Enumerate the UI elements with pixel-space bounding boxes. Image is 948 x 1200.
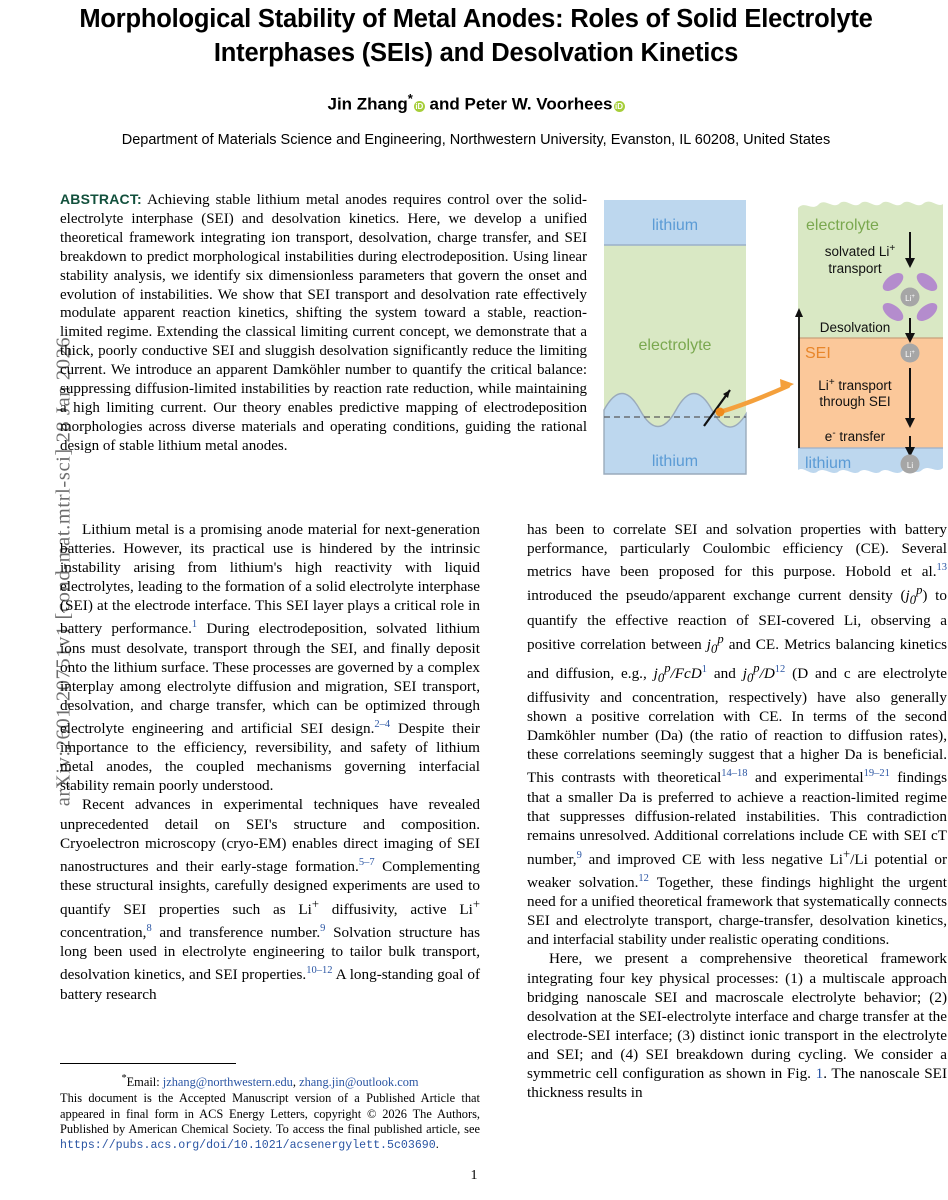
paragraph-2-text-b: Complementing these structural insights, carefully designed experiments are used to quantify SEI properties such as Li <box>60 857 480 919</box>
paragraph-1-text-a: Lithium metal is a promising anode material for next-generation batteries. However, its practical use is hindered by the intrinsic instability arising from lithium's high reactivity with liquid electrolytes, leading to the formation of a solid electrolyte interphase (SEI) at the electrode interface. This SEI layer plays a critical role in battery performance. <box>60 521 480 638</box>
figure-reference-link[interactable]: 1 <box>815 1064 824 1082</box>
email-separator: , <box>292 1075 300 1090</box>
doi-link[interactable]: https://pubs.acs.org/doi/10.1021/acsenergylett.5c03690 <box>60 1138 436 1152</box>
paragraph-1 <box>60 520 480 795</box>
paragraph-2-text-g: A long-standing goal of battery research <box>60 966 480 1003</box>
li-plus-superscript: + <box>311 896 320 911</box>
paragraph-3-text-b: introduced the pseudo/apparent exchange current density ( <box>527 587 906 605</box>
page-number: 1 <box>470 1168 478 1183</box>
paragraph-3-text-a: has been to correlate SEI and solvation properties with battery performance, particularly Coulombic efficiency (CE). Several metrics have been proposed for this purpose. Hobold et al. <box>527 521 947 581</box>
math-metric-2: $j_0^p/D$ <box>742 660 775 685</box>
paragraph-3 <box>527 520 947 949</box>
paragraph-3-text-e: and <box>707 664 743 682</box>
paragraph-4 <box>527 949 947 1102</box>
email-link-2[interactable]: zhang.jin@outlook.com <box>299 1075 419 1090</box>
orcid-icon[interactable]: iD <box>615 101 624 111</box>
citation-ref[interactable]: 9 <box>576 849 582 861</box>
graphical-abstract-figure <box>602 198 945 476</box>
footnote-rule <box>60 1063 236 1064</box>
desolvated-ion <box>901 344 920 363</box>
abstract-text: Achieving stable lithium metal anodes requires control over the solid-electrolyte interphase (SEI) and desolvation kinetics. Here, we develop a unified theoretical framework integrating ion transport, desolvation, charge transfer, and SEI breakdown to predict morphological instabilities during electrodeposition. Using linear stability analysis, we identify six dimensionless parameters that govern the onset and evolution of instabilities. We show that SEI transport and desolvation rate effectively modulate apparent reaction kinetics, shifting the system toward a stable, reaction-limited regime. Extending the classical limiting current concept, we demonstrate that a thick, poorly conductive SEI and sluggish desolvation significantly reduce the limiting current. We introduce an apparent Damköhler number to quantify the critical balance: suppressing diffusion-limited instabilities by reaction rate reduction, while maintaining a high limiting current. Our theory enables predictive mapping of electrodeposition morphologies across diverse materials and operating conditions, guiding the rational design of stable lithium metal anodes. <box>60 192 587 454</box>
arxiv-stamp: arXiv:2601.20751v1 [cond-mat.mtrl-sci] 28 Jan 2026 <box>52 336 75 807</box>
corresponding-author-marker: * <box>407 91 413 106</box>
citation-ref[interactable]: 5–7 <box>358 856 375 868</box>
paragraph-3-text-k: Together, these findings highlight the urgent need for a unified theoretical framework that systematically connects SEI and electrolyte transport, charge-transfer, desolvation kinetics, and interfacial stability under realistic operating conditions. <box>527 874 948 949</box>
math-j0p: $j_0^p$ <box>905 583 923 608</box>
paragraph-1-text-b: During electrodeposition, solvated lithium ions must desolvate, transport through the SEI, and finally deposit onto the lithium surface. These processes are governed by a complex interplay among electrolyte diffusion and migration, SEI transport, desolvation, and charge transfer, which can be optimized through electrolyte engineering and artificial SEI design. <box>60 620 480 738</box>
author-list <box>76 88 876 116</box>
footnote-block <box>60 1063 480 1153</box>
left-panel-bottom-label: lithium <box>651 453 699 470</box>
paragraph-3-text-c: ) to quantify the effective reaction of SEI-covered Li, observing a positive correlation between <box>527 587 947 653</box>
solvated-transport-label-line2: transport <box>828 261 882 276</box>
right-panel-lithium-label: lithium <box>805 455 852 472</box>
abstract-heading: ABSTRACT: <box>60 191 142 207</box>
solvated-ion-label: Li+ <box>905 294 915 303</box>
left-panel-middle-label: electrolyte <box>638 337 712 354</box>
paragraph-2-text-c: diffusivity, active Li <box>319 901 473 919</box>
paragraph-2-text-d: concentration, <box>60 924 147 942</box>
citation-ref[interactable]: 10–12 <box>306 965 333 977</box>
li-plus-superscript: + <box>842 846 851 861</box>
sei-transport-label-line1: Li+ transport <box>818 377 892 393</box>
corresponding-email-line <box>60 1071 480 1090</box>
paragraph-4-text-a: Here, we present a comprehensive theoretical framework integrating four key physical processes: (1) a multiscale approach bridging nanoscale SEI and macroscale electrolyte behavior; (2) desolvation at the SEI-electrolyte interface and charge transfer at the electrode-SEI interface; (3) distinct ionic transport in the electrolyte and SEI; and (4) SEI breakdown during cycling. We consider a symmetric cell configuration as shown in Fig. <box>527 950 947 1082</box>
abstract-block <box>60 190 587 456</box>
citation-ref[interactable]: 9 <box>320 923 326 935</box>
citation-ref[interactable]: 14–18 <box>721 768 748 780</box>
paragraph-4-text-b: . The nanoscale SEI thickness results in <box>527 1064 947 1102</box>
paragraph-2-text-a: Recent advances in experimental techniques have revealed unprecedented detail on SEI's structure and composition. Cryoelectron microscopy (cryo-EM) enables direct imaging of SEI nanostructures and their early-stage formation. <box>60 796 480 875</box>
paragraph-3-text-g: and experimental <box>747 769 864 787</box>
paragraph-3-text-i: and improved CE with less negative Li <box>581 850 843 868</box>
sei-label: SEI <box>805 345 831 362</box>
left-panel-top-label: lithium <box>651 217 699 234</box>
citation-ref[interactable]: 8 <box>146 923 152 935</box>
paragraph-3-text-h: findings that a smaller Da is preferred to achieve a reaction-limited regime that suppresses diffusion-related instabilities. This contradiction remains unresolved. Additional correlations include CE with SEI cT number, <box>527 769 947 868</box>
publication-notice <box>60 1091 480 1153</box>
paragraph-2 <box>60 795 480 1003</box>
math-j0p: $j_0^p$ <box>706 631 724 656</box>
body-column-left <box>60 520 480 1004</box>
orcid-icon[interactable]: iD <box>415 101 424 111</box>
desolvation-label: Desolvation <box>819 320 891 335</box>
citation-ref[interactable]: 1 <box>701 663 708 675</box>
citation-ref[interactable]: 2–4 <box>374 719 391 730</box>
paragraph-3-text-f: (D and c are electrolyte diffusivity and concentration, respectively) have also generally shown a positive correlation with CE. In terms of the second Damköhler number (Da) (the ratio of reaction to diffusion rates), these correlations seemingly suggest that a higher Da is beneficial. This contrasts with theoretical <box>527 664 947 787</box>
li-plus-superscript: + <box>472 896 480 911</box>
email-label: Email: <box>126 1075 163 1090</box>
page-title: Morphological Stability of Metal Anodes: Roles of Solid Electrolyte Interphases (SEIs) and Desolvation Kinetics <box>79 5 873 67</box>
solvated-transport-label-line1: solvated Li+ <box>824 243 896 259</box>
paragraph-3-text-j: /Li potential or weaker solvation. <box>527 850 948 892</box>
right-panel-electrolyte-label: electrolyte <box>806 217 879 234</box>
affiliation: Department of Materials Science and Engineering, Northwestern University, Evanston, IL 60208, United States <box>121 132 831 148</box>
citation-ref[interactable]: 12 <box>774 663 786 675</box>
deposited-li-label: Li <box>906 461 914 470</box>
desolvated-ion-label: Li+ <box>905 350 915 359</box>
email-link-1[interactable]: jzhang@northwestern.edu <box>162 1075 293 1090</box>
author-name-2: Peter W. Voorhees <box>464 94 613 114</box>
math-metric-1: $j_0^p$/FcD <box>653 660 702 685</box>
footnote-star: * <box>121 1073 127 1084</box>
citation-ref[interactable]: 13 <box>936 562 947 574</box>
electron-transfer-label: e- transfer <box>824 428 886 444</box>
author-name-1: Jin Zhang <box>327 94 408 114</box>
body-column-right <box>527 520 947 1102</box>
paragraph-1-text-c: Despite their importance to the efficiency, reversibility, and safety of lithium metal anodes, the coupled mechanisms governing interfacial stability remain poorly understood. <box>60 720 480 795</box>
sei-detail-panel <box>795 202 943 474</box>
sei-transport-label-line2: through SEI <box>819 394 891 409</box>
publication-notice-period: . <box>435 1136 439 1151</box>
paragraph-3-text-d: and CE. Metrics balancing kinetics and diffusion, e.g., <box>527 635 947 682</box>
citation-ref[interactable]: 19–21 <box>863 768 890 780</box>
publication-notice-text: This document is the Accepted Manuscript version of a Published Article that appeared in final form in ACS Energy Letters, copyright © 2026 The Authors, Published by American Chemical Society. To access the final published article, see <box>60 1091 480 1136</box>
left-cell-panel <box>604 200 746 474</box>
paragraph-2-text-f: Solvation structure has long been used in electrolyte engineering to tailor bulk transport, desolvation kinetics, and SEI properties. <box>60 924 480 984</box>
citation-ref[interactable]: 12 <box>638 872 649 884</box>
citation-ref[interactable]: 1 <box>191 619 198 631</box>
author-conjunction: and <box>424 94 465 114</box>
deposited-li-atom <box>901 455 920 474</box>
paragraph-2-text-e: and transference number. <box>151 924 321 942</box>
